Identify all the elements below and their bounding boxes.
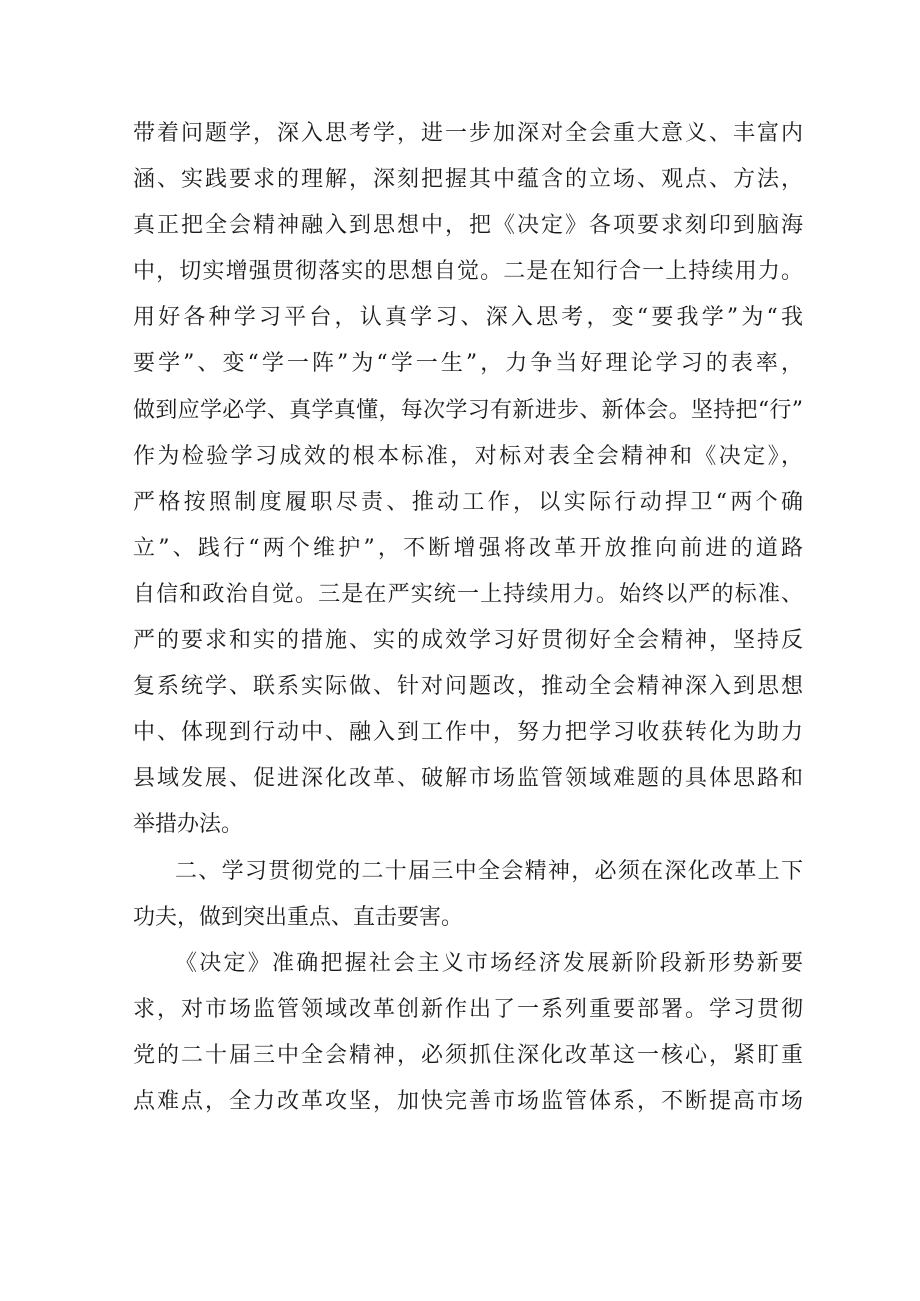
text-line: 真正把全会精神融入到思想中，把《决定》各项要求刻印到脑海 <box>133 213 803 239</box>
text-line: 要学”、变“学一阵”为“学一生”，力争当好理论学习的表率， <box>133 351 803 377</box>
text-line: 带着问题学，深入思考学，进一步加深对全会重大意义、丰富内 <box>133 121 803 146</box>
text-line: 复系统学、联系实际做、针对问题改，推动全会精神深入到思想 <box>133 674 803 700</box>
text-line: 中，切实增强贯彻落实的思想自觉。二是在知行合一上持续用力。 <box>133 259 803 285</box>
text-line: 功夫，做到突出重点、直击要害。 <box>133 904 464 930</box>
text-line: 严的要求和实的措施、实的成效学习好贯彻好全会精神，坚持反 <box>133 628 803 654</box>
text-line: 用好各种学习平台，认真学习、深入思考，变“要我学”为“我 <box>133 305 803 331</box>
text-line: 求，对市场监管领域改革创新作出了一系列重要部署。学习贯彻 <box>133 996 803 1022</box>
text-line: 举措办法。 <box>133 812 244 838</box>
text-line: 县域发展、促进深化改革、破解市场监管领域难题的具体思路和 <box>133 766 803 792</box>
text-line: 《决定》准确把握社会主义市场经济发展新阶段新形势新要 <box>175 950 803 976</box>
document-body <box>133 111 803 1125</box>
text-line: 二、学习贯彻党的二十届三中全会精神，必须在深化改革上下 <box>175 858 803 884</box>
text-line: 点难点，全力改革攻坚，加快完善市场监管体系，不断提高市场 <box>133 1088 803 1114</box>
paragraph-p2 <box>133 849 803 941</box>
text-line: 党的二十届三中全会精神，必须抓住深化改革这一核心，紧盯重 <box>133 1042 803 1068</box>
text-line: 立”、践行“两个维护”，不断增强将改革开放推向前进的道路 <box>133 535 803 561</box>
text-line: 涵、实践要求的理解，深刻把握其中蕴含的立场、观点、方法， <box>133 167 803 193</box>
text-line: 严格按照制度履职尽责、推动工作，以实际行动捍卫“两个确 <box>133 489 803 515</box>
paragraph-p1 <box>133 111 803 849</box>
paragraph-p3 <box>133 941 803 1125</box>
text-line: 中、体现到行动中、融入到工作中，努力把学习收获转化为助力 <box>133 720 803 746</box>
text-line: 作为检验学习成效的根本标准，对标对表全会精神和《决定》， <box>133 443 803 469</box>
text-line: 自信和政治自觉。三是在严实统一上持续用力。始终以严的标准、 <box>133 581 803 607</box>
text-line: 做到应学必学、真学真懂，每次学习有新进步、新体会。坚持把“行” <box>133 397 803 423</box>
